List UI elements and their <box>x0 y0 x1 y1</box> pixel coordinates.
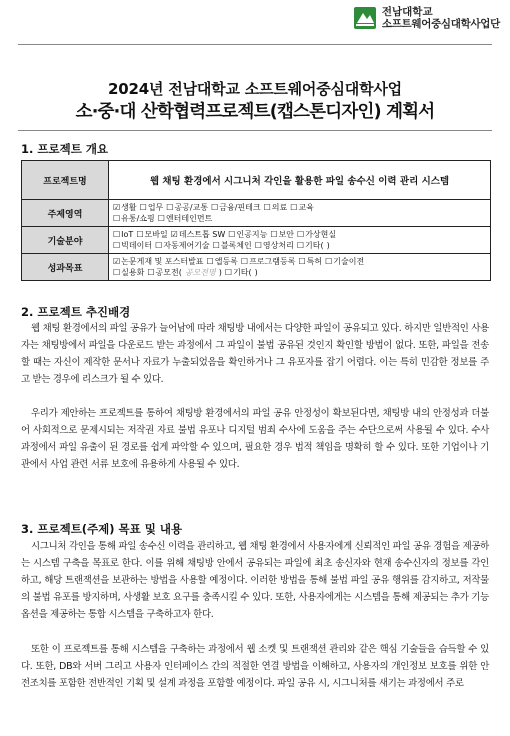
checkbox-icon[interactable]: ☐ <box>212 241 220 250</box>
option-item <box>185 268 216 277</box>
option-item[interactable] <box>113 241 152 250</box>
checkbox-icon[interactable]: ☐ <box>166 203 174 212</box>
option-item[interactable] <box>297 230 336 239</box>
logo-emblem-icon <box>353 6 377 30</box>
university-logo <box>353 6 500 30</box>
table-row <box>22 161 491 200</box>
option-item[interactable] <box>113 214 155 223</box>
option-item[interactable] <box>113 203 137 212</box>
document-title-line1: 2024년 전남대학교 소프트웨어중심대학사업 <box>108 80 402 98</box>
option-label: 논문게재 및 포스터발표 <box>121 257 204 266</box>
option-item[interactable] <box>325 257 364 266</box>
checkbox-icon[interactable]: ☐ <box>113 214 121 223</box>
option-item <box>219 268 222 277</box>
section3-heading: 3. 프로젝트(주제) 목표 및 내용 <box>21 522 183 536</box>
option-label: 공모전명 <box>184 268 216 277</box>
option-item[interactable] <box>228 230 267 239</box>
option-item[interactable] <box>113 257 204 266</box>
option-label: 보안 <box>278 230 295 239</box>
checkbox-icon[interactable]: ☐ <box>136 230 144 239</box>
checkbox-icon[interactable]: ☐ <box>224 268 233 277</box>
option-label: 데스트톱 SW <box>178 230 226 239</box>
background-paragraph-2: 우리가 제안하는 프로젝트를 통하여 채팅방 환경에서의 파일 공유 안정성이 확보된다면, 채팅방 내의 안정성과 더불어 사회적으로 문제시되는 저작권 자료 불법 유포나 디지털 범죄 수사에 도움을 주는 수단으로써 사용될 수 있다. 수사 과정에서 파일 유출이 된 경로를 쉽게 파악할 수 있으며, 필요한 경우 법적 책임을 명확히 할 수 있다. 또한 기업이나 기관에서 사업 관련 서류 보호에 유용하게 사용될 수 있다. <box>21 408 489 470</box>
checkbox-icon[interactable]: ☐ <box>254 241 262 250</box>
checkbox-icon[interactable]: ☐ <box>298 257 306 266</box>
checkbox-icon[interactable]: ☐ <box>155 241 163 250</box>
checkbox-icon[interactable]: ☐ <box>147 268 155 277</box>
option-label: 엔터테인먼트 <box>165 214 213 223</box>
goals-paragraph-2: 또한 이 프로젝트를 통해 시스템을 구축하는 과정에서 웹 소켓 및 트랜잭션 관리와 같은 핵심 기술들을 습득할 수 있다. 또한, DB와 서버 그리고 사용자 인터페이스 간의 적절한 연결 방법을 이해하고, 사용자의 개인정보 보호를 위한 안전조치를 포함한 전반적인 기획 및 설계 과정을 포함할 예정이다. 파일 공유 시, 시그니처를 새기는 과정에서 주로 <box>21 644 489 689</box>
option-item[interactable] <box>113 268 144 277</box>
goals-paragraph-1: 시그니처 각인을 통해 파일 송수신 이력을 관리하고, 웹 채팅 환경에서 사용자에게 신뢰적인 파일 공유 경험을 제공하는 시스템 구축을 목표로 한다. 이를 위해 채팅방 안에서 공유되는 파일에 최초 송신자와 현재 송수신자의 정보를 각인하고, 해당 트랜잭션을 보관하는 방법을 사용할 예정이다. 이러한 방법을 통해 불법 파일 공유 행위를 감지하고, 저작물의 불법 유포를 방지하며, 사생활 보호 요구를 충족시킬 수 있다. 또한, 사용자에게는 시스템을 통해 제공되는 추가 기능 옵션을 제공하는 통합 시스템을 구축하고자 한다. <box>21 541 489 620</box>
checkbox-icon[interactable]: ☐ <box>206 257 214 266</box>
option-line <box>113 240 486 251</box>
theme-options <box>109 200 491 227</box>
checkbox-icon[interactable]: ☐ <box>270 230 278 239</box>
title-divider <box>18 130 492 131</box>
option-item[interactable] <box>158 214 213 223</box>
header-divider <box>18 44 492 45</box>
project-name-value: 웹 채팅 환경에서 시그니처 각인을 활용한 파일 송수신 이력 관리 시스템 <box>109 161 491 200</box>
checkbox-icon[interactable]: ☐ <box>157 214 165 223</box>
checkbox-icon[interactable]: ☐ <box>325 257 333 266</box>
option-label: 유통/쇼핑 <box>121 214 155 223</box>
option-item[interactable] <box>166 203 208 212</box>
option-label: 프로그램등록 <box>249 257 296 266</box>
option-item[interactable] <box>207 257 238 266</box>
option-item[interactable] <box>225 268 252 277</box>
option-label: 모바일 <box>144 230 168 239</box>
option-label: 특허 <box>306 257 323 266</box>
checkbox-icon[interactable]: ☐ <box>113 241 121 250</box>
background-paragraph-1: 웹 채팅 환경에서의 파일 공유가 늘어남에 따라 채팅방 내에서는 다양한 파일이 공유되고 있다. 하지만 일반적인 사용자는 채팅방에서 파일을 다운로드 받는 과정에서 그 파일이 불법 공유된 것인지 확인할 방법이 없다. 또한, 파일을 전송할 때는 자신이 제작한 문서나 자료가 누출되었음을 확인하거나 그 유포자를 잡기 어렵다. 이는 특히 민감한 정보를 주고 받는 경우에 리스크가 될 수 있다. <box>21 323 489 385</box>
option-label: ) <box>326 241 330 250</box>
option-label: 공모전( <box>155 268 182 277</box>
checkbox-icon[interactable]: ☐ <box>290 203 298 212</box>
option-item[interactable] <box>298 257 322 266</box>
checkbox-icon[interactable]: ☐ <box>139 203 147 212</box>
option-item[interactable] <box>155 241 210 250</box>
option-label: 기술이전 <box>333 257 365 266</box>
option-item[interactable] <box>113 230 133 239</box>
option-label: 기타( <box>233 268 252 277</box>
document-title-line2: 소·중·대 산학협력프로젝트(캡스톤디자인) 계획서 <box>75 102 435 122</box>
project-overview-table <box>21 160 491 281</box>
option-item[interactable] <box>211 203 261 212</box>
option-label: 앱등록 <box>214 257 238 266</box>
option-label: 빅데이터 <box>121 241 153 250</box>
checkbox-icon[interactable]: ☐ <box>211 203 219 212</box>
option-label: 업무 <box>147 203 164 212</box>
option-line <box>113 202 486 213</box>
checkbox-icon[interactable]: ☐ <box>113 268 121 277</box>
option-label: 가상현실 <box>305 230 337 239</box>
goals-label: 성과목표 <box>22 254 109 281</box>
logo-organization-name: 소프트웨어중심대학사업단 <box>381 18 500 30</box>
option-item[interactable] <box>147 268 181 277</box>
option-label: 의료 <box>271 203 288 212</box>
goals-options <box>109 254 491 281</box>
option-item <box>327 241 330 250</box>
option-item[interactable] <box>264 203 288 212</box>
option-item <box>255 268 258 277</box>
option-item[interactable] <box>255 241 294 250</box>
option-item[interactable] <box>171 230 226 239</box>
option-item[interactable] <box>213 241 252 250</box>
option-label: 공공/교통 <box>174 203 209 212</box>
option-item[interactable] <box>140 203 164 212</box>
section1-heading: 1. 프로젝트 개요 <box>21 142 109 156</box>
option-line <box>113 213 486 224</box>
option-label: 블록체인 <box>220 241 252 250</box>
option-line <box>113 229 486 240</box>
option-label: IoT <box>121 230 134 239</box>
option-item[interactable] <box>297 241 324 250</box>
table-row <box>22 200 491 227</box>
option-label: 인공지능 <box>236 230 268 239</box>
option-label: 자동제어기술 <box>163 241 210 250</box>
option-item[interactable] <box>136 230 167 239</box>
option-label: ) <box>218 268 222 277</box>
tech-options <box>109 227 491 254</box>
checkbox-icon[interactable]: ☐ <box>228 230 236 239</box>
table-row <box>22 254 491 281</box>
theme-label: 주제영역 <box>22 200 109 227</box>
option-label: 금융/핀테크 <box>219 203 261 212</box>
option-label: 교육 <box>298 203 314 212</box>
option-line <box>113 267 486 278</box>
checked-checkbox-icon[interactable]: ☑ <box>113 257 121 266</box>
checkbox-icon[interactable]: ☐ <box>263 203 271 212</box>
option-item[interactable] <box>270 230 294 239</box>
checkbox-icon[interactable]: ☐ <box>240 257 249 266</box>
option-label: 영상처리 <box>262 241 294 250</box>
option-label: 기타( <box>305 241 324 250</box>
checkbox-icon[interactable]: ☐ <box>296 241 304 250</box>
table-row <box>22 227 491 254</box>
checkbox-icon[interactable]: ☐ <box>297 230 305 239</box>
option-line <box>113 256 486 267</box>
logo-university-name: 전남대학교 <box>381 6 433 18</box>
option-item[interactable] <box>290 203 314 212</box>
section2-heading: 2. 프로젝트 추진배경 <box>21 305 131 319</box>
option-label: ) <box>254 268 258 277</box>
option-label: 실용화 <box>121 268 145 277</box>
option-label: 생활 <box>121 203 137 212</box>
tech-label: 기술분야 <box>22 227 109 254</box>
checkbox-icon[interactable]: ☐ <box>113 230 121 239</box>
checked-checkbox-icon[interactable]: ☑ <box>113 203 121 212</box>
option-item[interactable] <box>241 257 296 266</box>
project-name-label: 프로젝트명 <box>22 161 109 200</box>
checked-checkbox-icon[interactable]: ☑ <box>170 230 178 239</box>
